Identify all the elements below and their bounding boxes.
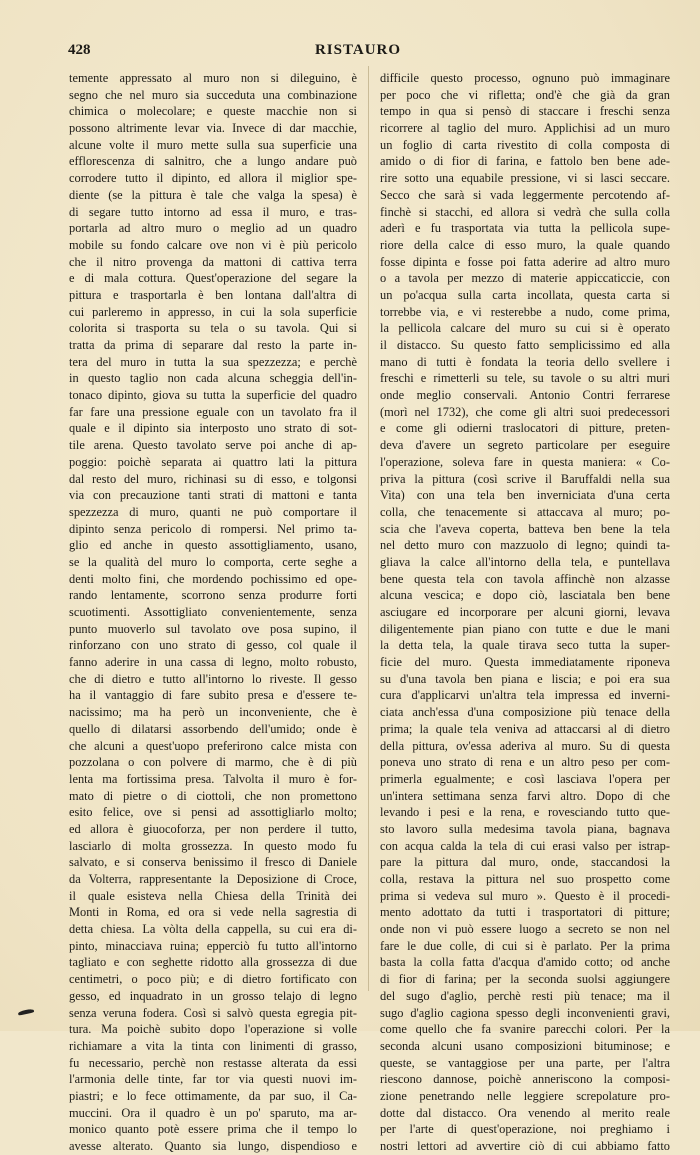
text-line: un po'acqua sulla carta incollata, questa carta si: [380, 287, 670, 302]
text-line: queste, se vantaggiose per una parte, per l'altra: [380, 1055, 670, 1070]
text-line: di segare tutto intorno ad essa il muro, e tras-: [69, 204, 357, 219]
text-line: del sugo d'aglio, perchè resti più tenace; ma il: [380, 988, 670, 1003]
text-line: priva la pittura (così scrive il Baruffaldi nella sua: [380, 471, 670, 486]
text-line: che il nitro provenga da mattoni di cattiva terra: [69, 254, 357, 269]
text-line: ha il vantaggio di fare subito presa e d'essere te-: [69, 688, 357, 703]
text-line: poggio: poichè separata ai quattro lati la pittura: [69, 454, 357, 469]
text-line: alcuna vescica; e dopo ciò, lasciatala ben bene: [380, 588, 670, 603]
text-line: temente appressato al muro non si dileguino, è: [69, 71, 357, 85]
text-line: detta chiesa. La vòlta della cappella, su cui era di-: [69, 922, 357, 937]
text-line: Vita) con una tela ben inverniciata d'una certa: [380, 488, 670, 503]
text-line: portarla ad altro muro o meglio ad un quadro: [69, 221, 357, 236]
text-line: esito felice, ove si pensi ad assottigliarlo molto;: [69, 805, 357, 820]
text-line: senza veruna fodera. Così si salvò questa egregia pit-: [69, 1005, 357, 1020]
text-line: colorita si trasporta su tela o su tavola. Qui si: [69, 321, 357, 336]
text-line: mato di pietre o di ciottoli, che non promettono: [69, 788, 357, 803]
text-line: dal resto del muro, richinasi su di esso, e tolgonsi: [69, 471, 357, 486]
text-line: dipinto senza pericolo di rompersi. Nel primo ta-: [69, 521, 357, 536]
text-line: tonaco dipinto, giova su tutta la superficie del quadro: [69, 388, 357, 403]
text-line: su d'una tavola ben piana e liscia; e poi era sua: [380, 671, 670, 686]
text-line: gesso, ed inquadrato in un grosso telajo di legno: [69, 988, 357, 1003]
left-text-column: [69, 70, 357, 1153]
text-line: corrodere tutto il dipinto, ed allora il miglior spe-: [69, 171, 357, 186]
text-line: tratta da prima di separare dal resto la parte in-: [69, 338, 357, 352]
text-line: fosse dipinta e fosse poi fatta aderire ad altro muro: [380, 254, 670, 269]
text-line: prima si vedeva sul muro ». Questo è il procedi-: [380, 888, 670, 903]
text-line: basta la colla fatta d'acqua d'amido cotto; od anche: [380, 955, 670, 970]
text-line: pare la pittura dal muro, onde, staccandosi la: [380, 855, 670, 870]
text-line: riescono dannose, poichè anneriscono la composi-: [380, 1072, 670, 1087]
text-line: amido o di fior di farina, e fattolo ben bene ade-: [380, 154, 670, 169]
text-line: ficie del muro. Questa immediatamente riponeva: [380, 655, 670, 670]
text-line: nel detto muro con mazzuolo di legno; quindi ta-: [380, 538, 670, 553]
text-line: di fior di farina; per la seconda suolsi aggiungere: [380, 972, 670, 987]
text-line: nostri lettori ad avvertire ciò di cui abbiamo fatto: [380, 1139, 670, 1153]
text-line: alcune volte il muro mette sulla sua superficie una: [69, 137, 357, 152]
text-line: l'operazione, soleva fare in questa maniera: « Co-: [380, 454, 670, 469]
text-line: difficile questo processo, ognuno può immaginare: [380, 71, 670, 85]
text-line: richiamare a vita la tinta con linimenti di grasso,: [69, 1038, 357, 1053]
column-divider: [368, 66, 369, 991]
text-line: gliava la calce all'intorno della tela, e puntellava: [380, 554, 670, 569]
text-line: asciugare ed incorporare per alcuni giorni, levava: [380, 605, 670, 619]
text-line: levando i pesi e la rena, e rovesciando tutto que-: [380, 805, 670, 820]
text-line: fu necessario, perchè non restasse alterata da essi: [69, 1055, 357, 1070]
text-line: aderì e fu trasportata via tutta la pellicola supe-: [380, 221, 670, 236]
text-line: salvato, e si conserva benissimo il fresco di Daniele: [69, 855, 357, 870]
text-line: diligentemente pian piano con tutte e due le mani: [380, 621, 670, 636]
text-line: il distacco. Su questo fatto semplicissimo ed alla: [380, 338, 670, 352]
text-line: poneva uno strato di rena e un altro peso per com-: [380, 755, 670, 770]
text-line: fanno aderire in una cassa di legno, molto robusto,: [69, 655, 357, 670]
text-line: dotte dal distacco. Ora venendo al merito reale: [380, 1105, 670, 1120]
text-line: nacissimo; ma ha però un inconveniente, che è: [69, 705, 357, 720]
text-line: finchè si stacchi, ed allora si vedrà che sulla colla: [380, 204, 670, 219]
text-line: tile arena. Questo tavolato serve poi anche di ap-: [69, 438, 357, 453]
text-line: cura d'applicarvi un'altra tela impressa ed inverni-: [380, 688, 670, 703]
text-line: mano di tutti è fondata la teoria dello svellere i: [380, 354, 670, 369]
text-line: deva d'avere un segreto particolare per eseguire: [380, 438, 670, 453]
text-line: per poco che vi rifletta; ond'è che già da gran: [380, 87, 670, 102]
text-line: o a tavola per mezzo di materie appiccaticcie, con: [380, 271, 670, 286]
text-line: spezzezza di muro, quanti ne può comportare il: [69, 504, 357, 519]
text-line: pozzolana o con polvere di marmo, che è di più: [69, 755, 357, 770]
text-line: della pittura, ov'essa aderiva al muro. Su di questa: [380, 738, 670, 753]
text-line: chimica o molecolare; e queste macchie non si: [69, 104, 357, 119]
text-line: e come gli odierni traslocatori di pitture, preten-: [380, 421, 670, 436]
text-line: un foglio di carta rivestito di colla composta di: [380, 137, 670, 152]
text-line: (morì nel 1732), che come gli altri suoi predecessori: [380, 404, 670, 419]
text-line: seconda alcuni usano composizioni bituminose; e: [380, 1038, 670, 1053]
text-line: punto muoverlo sul tavolato ove posa supino, il: [69, 621, 357, 636]
text-line: quello di dilatarsi assorbendo dell'umido; onde è: [69, 721, 357, 736]
running-head: RISTAURO: [314, 42, 402, 58]
text-line: far fare una pressione eguale con un tavolato fra il: [69, 404, 357, 419]
text-line: pittura e trasportarla è ben lontana dall'altra di: [69, 287, 357, 302]
text-line: Secco che sarà si vada leggermente percotendo af-: [380, 187, 670, 202]
text-line: sugo d'aglio cagiona spesso degli inconvenienti gravi,: [380, 1005, 670, 1020]
text-line: ciata anch'essa d'una composizione più tenace della: [380, 705, 670, 720]
text-line: quale e il dipinto sia interposto uno strato di sot-: [69, 421, 357, 436]
text-line: torrebbe via, e vi resterebbe a nudo, come prima,: [380, 304, 670, 319]
text-line: denti molto fini, che mordendo pochissimo ed ope-: [69, 571, 357, 586]
text-line: se la qualità del muro lo comporta, certe seghe a: [69, 554, 357, 569]
text-line: per l'arte di quest'operazione, noi preghiamo i: [380, 1122, 670, 1137]
text-line: cui parleremo in appresso, in cui la sola superficie: [69, 304, 357, 319]
text-line: scuotimenti. Assottigliato convenientemente, senza: [69, 605, 357, 619]
text-line: ed allora è giuocoforza, per non perdere il tutto,: [69, 821, 357, 836]
text-line: piastri; e lo fece ottimamente, da par suo, il Ca-: [69, 1088, 357, 1103]
text-line: freschi e rimetterli su tele, su tavole o su altri muri: [380, 371, 670, 386]
text-line: in questo taglio non cada alcuna scheggia dell'in-: [69, 371, 357, 386]
text-line: che di dietro e tutto all'intorno lo riveste. Il gesso: [69, 671, 357, 686]
text-line: tera del muro in tutta la sua spezzezza; e perchè: [69, 354, 357, 369]
text-line: glio ed anche in questo assottigliamento, usano,: [69, 538, 357, 553]
text-line: tempo in qua si pensò di staccare i freschi senza: [380, 104, 670, 119]
text-line: prima; la quale tela veniva ad attaccarsi al di dietro: [380, 721, 670, 736]
text-line: riore della calce di esso muro, la quale quando: [380, 237, 670, 252]
text-line: rire sotto una equabile pressione, vi si lasci seccare.: [380, 171, 670, 186]
text-line: bene questa tela con tavola affinchè non alzasse: [380, 571, 670, 586]
text-line: zione penetrando nelle leggiere screpolature pro-: [380, 1088, 670, 1103]
text-line: mento adottato da tutti i trasportatori di pitture;: [380, 905, 670, 920]
text-line: rando lentamente, scorrono senza produrre forti: [69, 588, 357, 603]
text-line: tagliato e con seghette ridotto alla grossezza di due: [69, 955, 357, 970]
text-line: fare le due colle, di cui si è parlato. Per la prima: [380, 938, 670, 953]
text-line: e di mala cottura. Quest'operazione del segare la: [69, 271, 357, 286]
text-line: mobile su fondo calcare ove non vi è più pericolo: [69, 237, 357, 252]
text-line: pinto, minacciava ruina; epperciò fu tutto all'intorno: [69, 938, 357, 953]
text-line: il quale esisteva nella Chiesa della Trinità dei: [69, 888, 357, 903]
text-line: sto lavoro sulla medesima tavola piana, bagnava: [380, 821, 670, 836]
text-line: Monti in Roma, ed ora si vede nella sagrestia di: [69, 905, 357, 920]
text-line: scia che l'aveva coperta, batteva ben bene la tela: [380, 521, 670, 536]
text-line: diente (se la pittura è tale che valga la spesa) è: [69, 187, 357, 202]
text-line: efflorescenza di salnitro, che a lungo andare può: [69, 154, 357, 169]
text-line: un'intera settimana senza farvi altro. Dopo di che: [380, 788, 670, 803]
text-line: colla, che tenacemente si attaccava al muro; po-: [380, 504, 670, 519]
text-line: avesse alterato. Quanto sia lungo, dispendioso e: [69, 1139, 357, 1153]
page-header: [68, 42, 648, 64]
text-line: onde meglio conservali. Antonio Contri ferrarese: [380, 388, 670, 403]
text-line: muccini. Ora il quadro è un po' sparuto, ma ar-: [69, 1105, 357, 1120]
text-line: con acqua calda la tela di cui erasi valso per istrap-: [380, 838, 670, 853]
text-line: tura. Ma poichè subito dopo l'operazione si volle: [69, 1022, 357, 1037]
text-line: la pellicola calcare del muro su cui si è operato: [380, 321, 670, 336]
text-line: come quello che fa svanire parecchi colori. Per la: [380, 1022, 670, 1037]
text-line: segno che nel muro sia succeduta una combinazione: [69, 87, 357, 102]
text-line: colla, restava la pittura nel suo prospetto come: [380, 872, 670, 886]
text-line: via con precauzione tanti strati di mattoni e tanta: [69, 488, 357, 503]
text-line: centimetri, o poco più; e di dietro fortificato con: [69, 972, 357, 987]
text-line: rinforzano con uno strato di gesso, col quale il: [69, 638, 357, 653]
text-line: monico quanto potè essere prima che il tempo lo: [69, 1122, 357, 1137]
right-text-column: [380, 70, 670, 1153]
text-line: onde non vi può essere luogo a secreto se non nel: [380, 922, 670, 937]
text-line: la detta tela, la quale tirava seco tutta la super-: [380, 638, 670, 653]
text-line: lenta ma fortissima presa. Talvolta il muro è for-: [69, 771, 357, 786]
text-line: primerla egualmente; e così lasciava l'opera per: [380, 771, 670, 786]
text-line: l'armonia delle tinte, far tor via questi nuovi im-: [69, 1072, 357, 1087]
text-line: ricorrere al taglio del muro. Applichisi ad un muro: [380, 121, 670, 136]
text-line: possono altrimente levar via. Invece di dar macchie,: [69, 121, 357, 136]
text-line: che alcuni a quest'uopo preferirono calce mista con: [69, 738, 357, 753]
text-line: da Volterra, rappresentante la Deposizione di Croce,: [69, 872, 357, 886]
page-number: 428: [68, 42, 91, 58]
ink-mark: [18, 1008, 34, 1015]
text-line: lasciarlo di molta grossezza. In questo modo fu: [69, 838, 357, 853]
